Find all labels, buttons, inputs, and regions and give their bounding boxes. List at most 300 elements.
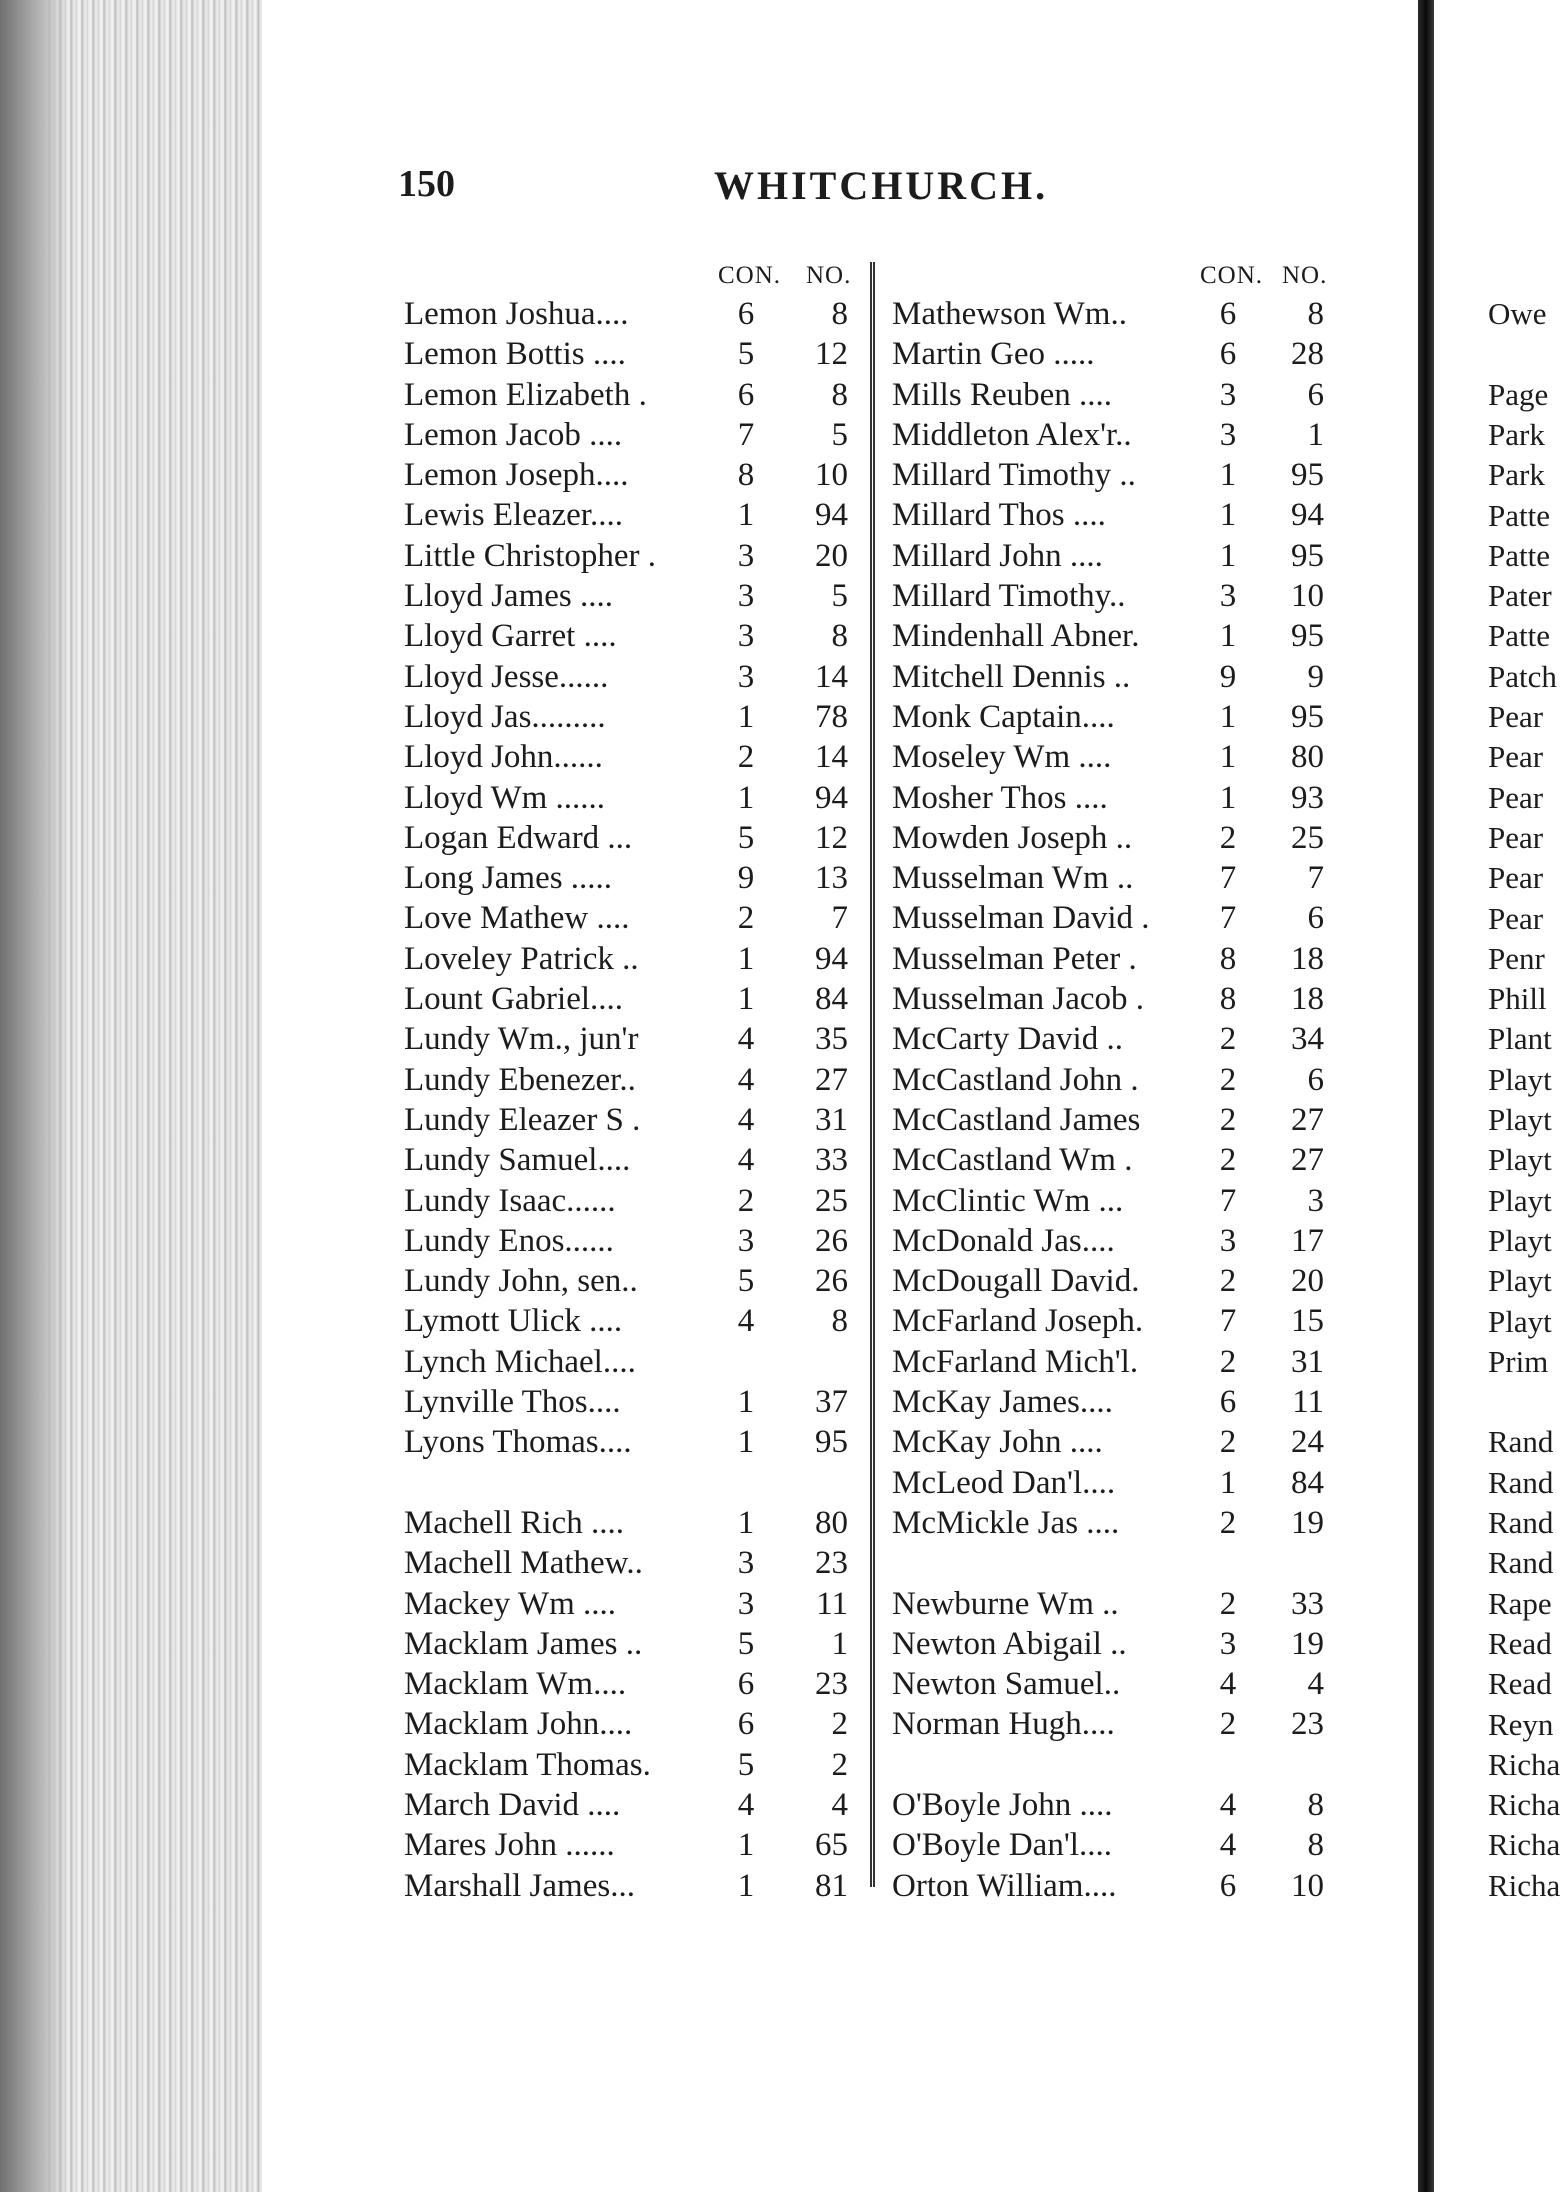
entry-lot-number: 6 — [1307, 376, 1324, 413]
entry-lot-number: 8 — [831, 376, 848, 413]
page-number: 150 — [398, 163, 455, 205]
entry-name: McDonald Jas.... — [892, 1222, 1115, 1259]
list-item — [404, 1100, 864, 1140]
entry-name: Lundy Ebenezer.. — [404, 1061, 636, 1098]
list-item — [404, 1543, 864, 1583]
entry-name: Lloyd James .... — [404, 578, 613, 615]
entry-name: Orton William.... — [892, 1867, 1117, 1904]
entry-lot-number: 7 — [1307, 860, 1324, 897]
cut-off-entry: Park — [1488, 457, 1545, 493]
cut-off-entry: Page — [1488, 376, 1549, 412]
entry-concession: 9 — [1219, 658, 1237, 695]
entry-name: Mosher Thos .... — [892, 779, 1108, 816]
cut-off-entry: Playt — [1488, 1303, 1552, 1339]
cut-off-entry: Patte — [1488, 497, 1550, 533]
entry-concession: 1 — [737, 1504, 755, 1541]
entry-name: Loveley Patrick .. — [404, 940, 639, 977]
entry-name: Lundy Eleazer S . — [404, 1101, 641, 1138]
entry-name: Lymott Ulick .... — [404, 1303, 623, 1340]
list-item — [404, 1503, 864, 1543]
entry-lot-number: 6 — [1307, 1061, 1324, 1098]
cut-off-entry: Pear — [1488, 699, 1544, 734]
entry-name: Mathewson Wm.. — [892, 296, 1127, 332]
list-item — [404, 1019, 864, 1059]
entry-name: Middleton Alex'r.. — [892, 416, 1132, 453]
entry-concession: 6 — [737, 296, 755, 332]
entry-lot-number: 19 — [1291, 1625, 1324, 1662]
entry-name: McDougall David. — [892, 1263, 1140, 1300]
entry-concession: 5 — [737, 336, 755, 373]
list-item — [404, 1745, 864, 1785]
entry-concession: 7 — [1219, 860, 1237, 897]
entry-lot-number: 11 — [816, 1585, 848, 1622]
entry-lot-number: 37 — [815, 1384, 848, 1421]
entry-concession: 1 — [1219, 497, 1237, 534]
entry-name: McCarty David .. — [892, 1021, 1123, 1058]
entry-lot-number: 95 — [815, 1424, 848, 1461]
entry-name: McClintic Wm ... — [892, 1182, 1124, 1219]
cut-off-entry: Patch — [1488, 658, 1557, 694]
entry-lot-number: 27 — [815, 1061, 848, 1098]
entry-name: Lundy Enos...... — [404, 1222, 614, 1259]
no-header: NO. — [1282, 262, 1328, 289]
column-header — [404, 262, 864, 294]
entry-lot-number: 23 — [815, 1666, 848, 1703]
cut-off-entry: Penr — [1488, 940, 1545, 976]
entry-concession: 2 — [1219, 819, 1237, 856]
list-item — [892, 1342, 1344, 1382]
list-item — [404, 375, 864, 415]
list-item — [404, 1221, 864, 1261]
entry-concession: 2 — [1219, 1343, 1237, 1380]
entry-lot-number: 8 — [1307, 1786, 1324, 1823]
list-item — [404, 818, 864, 858]
list-item — [404, 1422, 864, 1462]
entry-name: McCastland John . — [892, 1061, 1139, 1098]
entry-concession: 9 — [737, 860, 755, 897]
section-gap — [892, 1745, 1344, 1785]
list-item — [404, 576, 864, 616]
list-item — [404, 495, 864, 535]
entry-name: Lloyd Wm ...... — [404, 779, 606, 816]
list-item — [892, 1704, 1344, 1744]
cut-off-entry: Rand — [1488, 1424, 1554, 1460]
entry-concession: 1 — [737, 1424, 755, 1461]
entry-lot-number: 78 — [815, 698, 848, 735]
entry-name: Mitchell Dennis .. — [892, 658, 1131, 695]
entry-lot-number: 17 — [1291, 1222, 1324, 1259]
entry-lot-number: 95 — [1291, 618, 1324, 655]
cut-off-entry: Playt — [1488, 1182, 1552, 1218]
list-item — [404, 616, 864, 656]
entry-lot-number: 23 — [815, 1545, 848, 1582]
list-item — [892, 1825, 1344, 1865]
list-item — [892, 1060, 1344, 1100]
entry-concession: 4 — [737, 1021, 755, 1058]
entry-lot-number: 10 — [1291, 578, 1324, 615]
entry-name: Mackey Wm .... — [404, 1585, 617, 1622]
entry-lot-number: 7 — [831, 900, 848, 937]
list-item — [892, 858, 1344, 898]
entry-concession: 1 — [1219, 739, 1237, 776]
entry-name: Newton Samuel.. — [892, 1666, 1121, 1703]
list-item — [892, 415, 1344, 455]
entry-lot-number: 14 — [815, 658, 848, 695]
entry-concession: 3 — [1219, 376, 1237, 413]
list-item — [892, 334, 1344, 374]
binding-shadow — [0, 0, 70, 2192]
entry-concession: 4 — [737, 1786, 755, 1823]
entry-lot-number: 12 — [815, 819, 848, 856]
list-item — [404, 1301, 864, 1341]
list-item — [892, 939, 1344, 979]
list-item — [404, 898, 864, 938]
entry-name: Millard John .... — [892, 537, 1103, 574]
entry-concession: 6 — [1219, 1384, 1237, 1421]
entry-name: Lloyd John...... — [404, 739, 603, 776]
entry-concession: 6 — [737, 1706, 755, 1743]
entry-lot-number: 94 — [1291, 497, 1324, 534]
right-page-fragment — [1448, 262, 1568, 1902]
entry-name: Lemon Joseph.... — [404, 457, 629, 494]
list-item — [404, 939, 864, 979]
list-item — [404, 979, 864, 1019]
list-item — [404, 737, 864, 777]
cut-off-entry: Richa — [1488, 1787, 1561, 1823]
list-item — [892, 576, 1344, 616]
entry-name: Lynville Thos.... — [404, 1384, 621, 1421]
entry-name: Love Mathew .... — [404, 900, 630, 937]
entry-lot-number: 33 — [1291, 1585, 1324, 1622]
cut-off-entry: Playt — [1488, 1222, 1552, 1258]
entry-lot-number: 33 — [815, 1142, 848, 1179]
entry-lot-number: 28 — [1291, 336, 1324, 373]
entry-lot-number: 25 — [1291, 819, 1324, 856]
list-item — [404, 778, 864, 818]
entry-lot-number: 95 — [1291, 457, 1324, 494]
entry-concession: 3 — [737, 1222, 755, 1259]
entry-concession: 8 — [1219, 981, 1237, 1018]
entry-name: Mills Reuben .... — [892, 376, 1112, 413]
list-item — [404, 858, 864, 898]
list-item — [892, 1866, 1344, 1906]
cut-off-entry: Playt — [1488, 1142, 1552, 1178]
entry-lot-number: 1 — [831, 1625, 848, 1662]
entry-name: Marshall James... — [404, 1867, 635, 1904]
entry-concession: 2 — [1219, 1706, 1237, 1743]
entry-lot-number: 8 — [831, 618, 848, 655]
entry-concession: 1 — [737, 497, 755, 534]
cut-off-entry: Patte — [1488, 537, 1550, 573]
entry-name: Machell Mathew.. — [404, 1545, 643, 1582]
cut-off-entry: Richa — [1488, 1827, 1561, 1863]
entry-name: Millard Thos .... — [892, 497, 1106, 534]
list-item — [892, 1261, 1344, 1301]
entry-lot-number: 15 — [1291, 1303, 1324, 1340]
entry-lot-number: 95 — [1291, 698, 1324, 735]
entry-lot-number: 19 — [1291, 1504, 1324, 1541]
entry-lot-number: 93 — [1291, 779, 1324, 816]
list-item — [404, 1140, 864, 1180]
entry-concession: 5 — [737, 1746, 755, 1783]
entry-lot-number: 23 — [1291, 1706, 1324, 1743]
entry-name: Moseley Wm .... — [892, 739, 1112, 776]
column-divider — [870, 262, 875, 1887]
entry-name: Little Christopher . — [404, 537, 657, 574]
entry-name: Mares John ...... — [404, 1827, 615, 1864]
entry-lot-number: 94 — [815, 940, 848, 977]
list-item — [892, 1584, 1344, 1624]
entry-concession: 1 — [737, 1867, 755, 1904]
middle-entry-list — [892, 294, 1344, 1906]
cut-off-entry: Playt — [1488, 1102, 1552, 1137]
entry-concession: 4 — [1219, 1666, 1237, 1703]
list-item — [404, 697, 864, 737]
entry-concession: 2 — [1219, 1061, 1237, 1098]
entry-concession: 2 — [1219, 1585, 1237, 1622]
entry-concession: 1 — [1219, 457, 1237, 494]
entry-concession: 4 — [737, 1061, 755, 1098]
entry-lot-number: 4 — [1307, 1666, 1324, 1703]
entry-name: Logan Edward ... — [404, 819, 633, 856]
entry-concession: 7 — [1219, 900, 1237, 937]
entry-name: Mowden Joseph .. — [892, 819, 1133, 856]
entry-name: McCastland James — [892, 1101, 1141, 1138]
section-gap — [404, 1463, 864, 1503]
entry-name: Musselman Peter . — [892, 940, 1137, 977]
entry-lot-number: 94 — [815, 779, 848, 816]
middle-column — [892, 262, 1344, 1906]
entry-concession: 3 — [737, 578, 755, 615]
entry-lot-number: 20 — [815, 537, 848, 574]
entry-concession: 2 — [1219, 1142, 1237, 1179]
entry-lot-number: 80 — [815, 1504, 848, 1541]
list-item — [404, 334, 864, 374]
entry-concession: 7 — [1219, 1303, 1237, 1340]
entry-name: Musselman David . — [892, 900, 1150, 937]
entry-concession: 2 — [737, 1182, 755, 1219]
entry-lot-number: 13 — [815, 860, 848, 897]
cut-off-entry: Pater — [1488, 578, 1552, 614]
left-column — [404, 262, 864, 1906]
entry-name: Lloyd Jas......... — [404, 698, 606, 735]
cut-off-entry: Pear — [1488, 779, 1544, 815]
book-gutter — [1418, 0, 1434, 2192]
list-item — [892, 375, 1344, 415]
entry-concession: 6 — [1219, 1867, 1237, 1904]
list-item — [892, 778, 1344, 818]
entry-concession: 1 — [1219, 537, 1237, 574]
list-item — [892, 1140, 1344, 1180]
entry-concession: 3 — [737, 658, 755, 695]
con-header: CON. — [1200, 262, 1264, 289]
entry-name: Lloyd Garret .... — [404, 618, 617, 655]
entry-name: Musselman Jacob . — [892, 981, 1145, 1018]
entry-lot-number: 18 — [1291, 981, 1324, 1018]
entry-name: Long James ..... — [404, 860, 613, 897]
entry-concession: 3 — [737, 1585, 755, 1622]
entry-lot-number: 31 — [1291, 1343, 1324, 1380]
list-item — [892, 1463, 1344, 1503]
entry-lot-number: 24 — [1291, 1424, 1324, 1461]
cut-off-entry: Richa — [1488, 1867, 1561, 1902]
entry-lot-number: 65 — [815, 1827, 848, 1864]
entry-name: Lloyd Jesse...... — [404, 658, 609, 695]
cut-off-entry: Rape — [1488, 1585, 1552, 1621]
list-item — [892, 1503, 1344, 1543]
page-header — [398, 162, 1098, 212]
cut-off-entry: Playt — [1488, 1061, 1552, 1097]
entry-concession: 1 — [737, 779, 755, 816]
entry-lot-number: 1 — [1307, 416, 1324, 453]
cut-off-entry: Plant — [1488, 1021, 1552, 1057]
list-item — [404, 1382, 864, 1422]
entry-name: Martin Geo ..... — [892, 336, 1095, 373]
entry-concession: 3 — [737, 537, 755, 574]
entry-name: O'Boyle Dan'l.... — [892, 1827, 1112, 1864]
entry-concession: 3 — [737, 618, 755, 655]
entry-lot-number: 26 — [815, 1222, 848, 1259]
entry-concession: 8 — [737, 457, 755, 494]
entry-name: Machell Rich .... — [404, 1504, 624, 1541]
entry-name: Lemon Jacob .... — [404, 416, 623, 453]
list-item — [892, 979, 1344, 1019]
list-item — [404, 1866, 864, 1906]
entry-name: Millard Timothy.. — [892, 578, 1126, 615]
entry-concession: 3 — [737, 1545, 755, 1582]
cut-off-entry: Read — [1488, 1666, 1552, 1702]
left-entry-list — [404, 294, 864, 1906]
cut-off-entry: Rand — [1488, 1545, 1554, 1581]
list-item — [404, 1624, 864, 1664]
list-item — [892, 1221, 1344, 1261]
list-item — [892, 455, 1344, 495]
entry-concession: 7 — [737, 416, 755, 453]
entry-name: McMickle Jas .... — [892, 1504, 1120, 1541]
con-header: CON. — [718, 262, 782, 289]
entry-name: Lynch Michael.... — [404, 1343, 636, 1380]
entry-lot-number: 31 — [815, 1101, 848, 1138]
entry-concession: 1 — [737, 981, 755, 1018]
entry-lot-number: 5 — [831, 578, 848, 615]
list-item — [892, 737, 1344, 777]
entry-name: Lundy John, sen.. — [404, 1263, 638, 1300]
entry-lot-number: 80 — [1291, 739, 1324, 776]
entry-concession: 2 — [1219, 1021, 1237, 1058]
entry-concession: 1 — [1219, 618, 1237, 655]
list-item — [404, 1825, 864, 1865]
entry-concession: 4 — [737, 1101, 755, 1138]
entry-name: Lount Gabriel.... — [404, 981, 624, 1018]
list-item — [892, 1181, 1344, 1221]
entry-name: Mindenhall Abner. — [892, 618, 1140, 655]
entry-name: Macklam John.... — [404, 1706, 633, 1743]
list-item — [892, 1100, 1344, 1140]
entry-lot-number: 84 — [815, 981, 848, 1018]
entry-lot-number: 25 — [815, 1182, 848, 1219]
section-gap — [892, 1543, 1344, 1583]
entry-lot-number: 27 — [1291, 1101, 1324, 1138]
entry-concession: 1 — [1219, 698, 1237, 735]
list-item — [404, 536, 864, 576]
entry-concession: 4 — [737, 1142, 755, 1179]
list-item — [404, 1704, 864, 1744]
cut-off-entry: Owe — [1488, 296, 1547, 331]
entry-concession: 2 — [1219, 1263, 1237, 1300]
cut-off-entry: Pear — [1488, 900, 1544, 936]
entry-name: Lemon Bottis .... — [404, 336, 626, 373]
entry-concession: 2 — [1219, 1504, 1237, 1541]
list-item — [892, 898, 1344, 938]
cut-off-entry: Pear — [1488, 819, 1544, 855]
list-item — [892, 1664, 1344, 1704]
entry-lot-number: 84 — [1291, 1464, 1324, 1501]
list-item — [892, 495, 1344, 535]
entry-name: Macklam James .. — [404, 1625, 643, 1662]
entry-lot-number: 94 — [815, 497, 848, 534]
list-item — [892, 1382, 1344, 1422]
list-item — [892, 818, 1344, 858]
no-header: NO. — [806, 262, 852, 289]
entry-concession: 3 — [1219, 1222, 1237, 1259]
entry-concession: 4 — [737, 1303, 755, 1340]
entry-concession: 1 — [737, 1827, 755, 1864]
entry-lot-number: 11 — [1292, 1384, 1324, 1421]
list-item — [404, 1342, 864, 1382]
entry-concession: 2 — [737, 900, 755, 937]
entry-name: McKay John .... — [892, 1424, 1103, 1461]
list-item — [892, 1422, 1344, 1462]
entry-name: McFarland Joseph. — [892, 1303, 1144, 1340]
list-item — [404, 415, 864, 455]
entry-lot-number: 26 — [815, 1263, 848, 1300]
list-item — [404, 455, 864, 495]
entry-name: Macklam Thomas. — [404, 1746, 651, 1783]
entry-concession: 5 — [737, 1625, 755, 1662]
entry-concession: 2 — [1219, 1101, 1237, 1138]
entry-name: Norman Hugh.... — [892, 1706, 1115, 1743]
entry-name: Lundy Samuel.... — [404, 1142, 631, 1179]
list-item — [404, 294, 864, 334]
entry-concession: 6 — [737, 376, 755, 413]
list-item — [404, 1584, 864, 1624]
entry-lot-number: 12 — [815, 336, 848, 373]
list-item — [404, 1261, 864, 1301]
entry-concession: 3 — [1219, 578, 1237, 615]
entry-lot-number: 20 — [1291, 1263, 1324, 1300]
list-item — [404, 1181, 864, 1221]
entry-concession: 1 — [737, 940, 755, 977]
entry-lot-number: 2 — [831, 1706, 848, 1743]
cut-off-entry: Patte — [1488, 618, 1550, 654]
entry-name: McFarland Mich'l. — [892, 1343, 1139, 1380]
entry-lot-number: 10 — [815, 457, 848, 494]
entry-concession: 5 — [737, 1263, 755, 1300]
list-item — [892, 294, 1344, 334]
entry-concession: 1 — [1219, 779, 1237, 816]
cut-off-entry: Rand — [1488, 1464, 1554, 1500]
entry-concession: 1 — [737, 698, 755, 735]
entry-name: McLeod Dan'l.... — [892, 1464, 1116, 1501]
entry-concession: 6 — [737, 1666, 755, 1703]
cut-off-entry: Playt — [1488, 1263, 1552, 1299]
entry-lot-number: 8 — [1307, 296, 1324, 332]
entry-name: McCastland Wm . — [892, 1142, 1133, 1179]
entry-lot-number: 8 — [831, 296, 848, 332]
list-item — [404, 1785, 864, 1825]
entry-name: Lundy Isaac...... — [404, 1182, 616, 1219]
cut-off-entry: Read — [1488, 1625, 1552, 1661]
